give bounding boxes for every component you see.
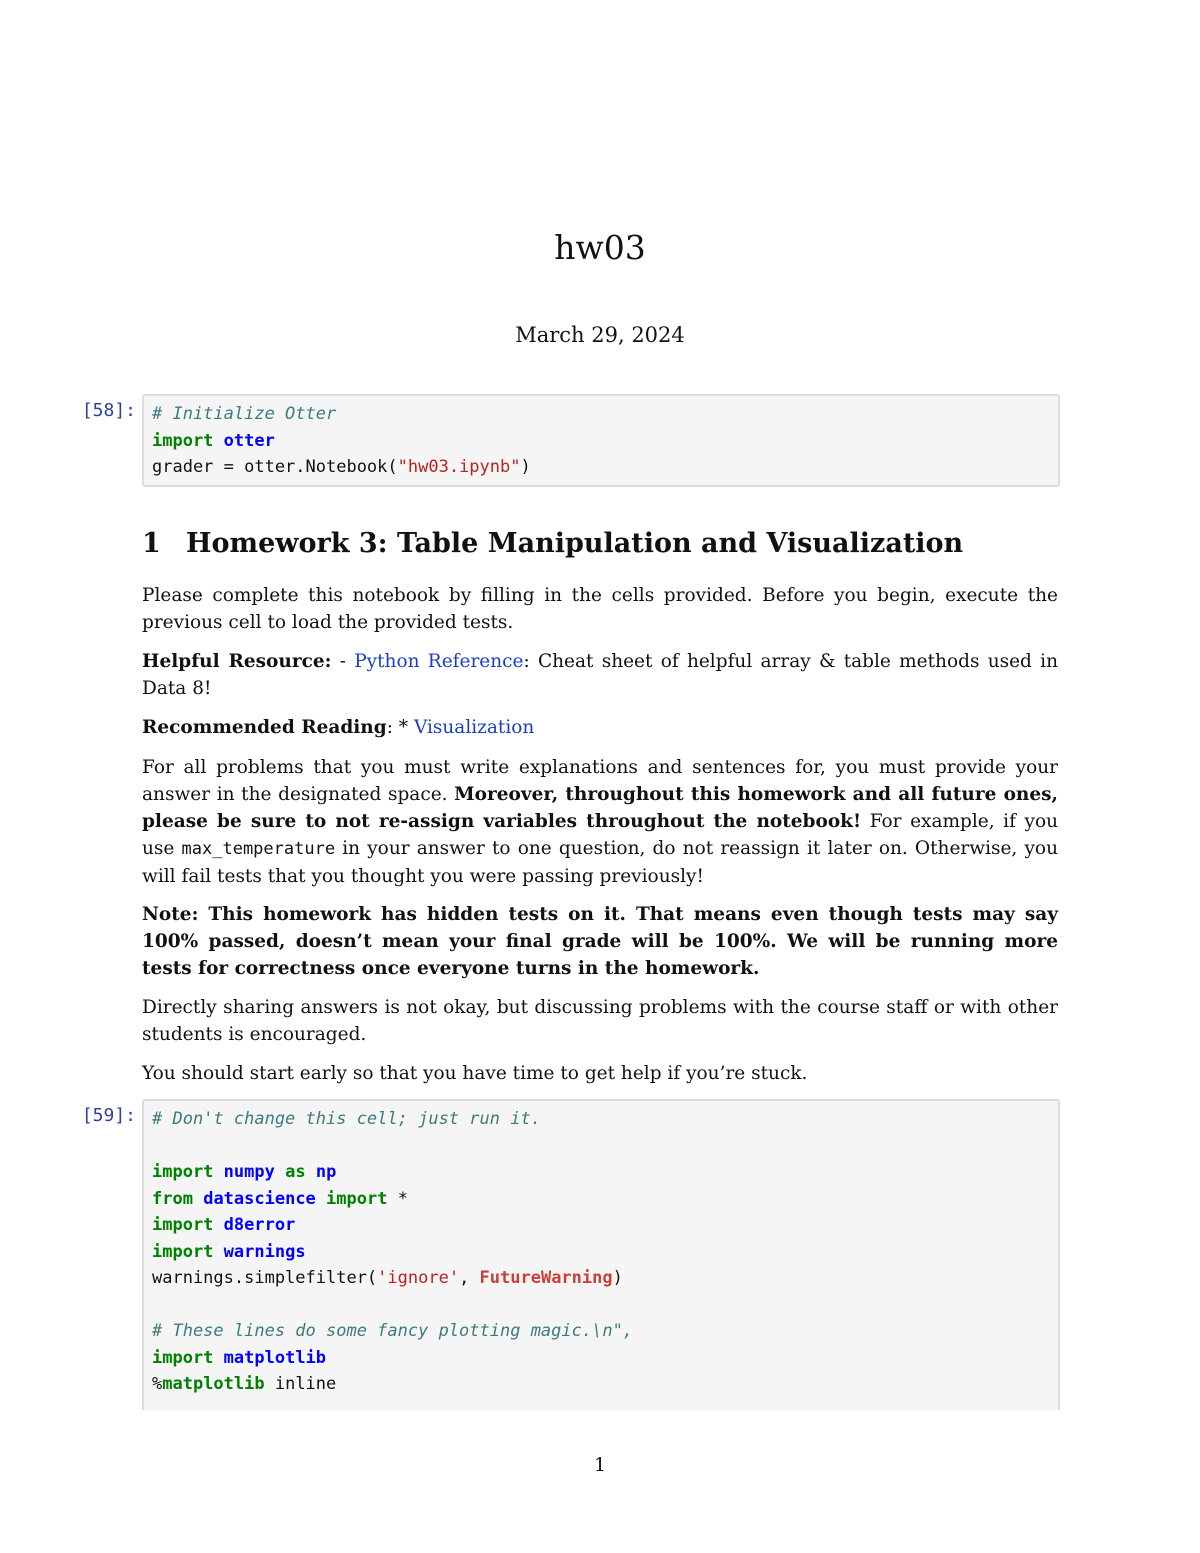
code-token: import	[152, 1241, 214, 1262]
code-token: matplotlib	[223, 1347, 327, 1368]
code-token: *	[387, 1188, 408, 1209]
document-title: hw03	[554, 228, 646, 267]
code-token: # Don't change this cell; just run it.	[152, 1109, 541, 1129]
code-token	[213, 1215, 223, 1235]
code-token: warnings	[223, 1241, 306, 1262]
code-token	[193, 1189, 203, 1209]
code-line	[152, 1292, 1050, 1319]
code-cell-init-otter[interactable]	[142, 394, 1060, 487]
code-line	[152, 1186, 1050, 1213]
code-token	[213, 1242, 223, 1262]
code-token: "hw03.ipynb"	[397, 457, 521, 477]
code-token: %	[152, 1374, 163, 1394]
code-line	[152, 1239, 1050, 1266]
code-token	[213, 1162, 223, 1182]
recommended-mid: : *	[386, 717, 414, 738]
code-token	[213, 431, 223, 451]
code-token: numpy	[223, 1162, 275, 1182]
code-line	[152, 1345, 1050, 1372]
code-token	[316, 1189, 326, 1209]
code-token: from	[152, 1188, 193, 1209]
code-token: import	[152, 1347, 214, 1368]
code-token	[306, 1162, 316, 1182]
document-date: March 29, 2024	[515, 323, 685, 347]
code-token: FutureWarning	[479, 1268, 613, 1288]
code-token: )	[612, 1268, 623, 1288]
recommended-reading-paragraph	[142, 714, 1058, 741]
code-line	[152, 1212, 1050, 1239]
code-cell-imports[interactable]	[142, 1099, 1060, 1410]
code-line	[152, 401, 1050, 428]
visualization-link[interactable]: Visualization	[413, 717, 535, 738]
code-token: otter	[223, 430, 275, 451]
code-line	[152, 1318, 1050, 1345]
code-token: import	[326, 1188, 388, 1209]
recommended-label: Recommended Reading	[142, 717, 387, 738]
code-token	[275, 1162, 285, 1182]
helpful-dash: -	[331, 651, 355, 672]
note-text: This homework has hidden tests on it. That means even though tests may say 100% passed, doesn’t mean your final grade will be 100%. We will be running more tests for correctness once everyone turns in the homework.	[142, 904, 1058, 979]
code-line	[152, 454, 1050, 481]
code-token	[213, 1348, 223, 1368]
code-token: inline	[264, 1374, 337, 1394]
code-line	[152, 1106, 1050, 1133]
code-token: d8error	[223, 1215, 296, 1235]
code-token: as	[285, 1162, 306, 1182]
code-token: import	[152, 1215, 214, 1235]
code-line	[152, 1133, 1050, 1160]
helpful-text: : Cheat sheet of helpful array & table methods used in Data 8!	[142, 651, 1058, 699]
code-token: # Initialize Otter	[152, 404, 337, 424]
code-token: datascience	[203, 1188, 316, 1209]
problems-text-1: For all problems that you must write explanations and sentences for, you must provide your answer in the designated space.	[142, 757, 1058, 805]
python-reference-link[interactable]: Python Reference	[354, 651, 524, 672]
problems-code: max_temperature	[181, 839, 336, 859]
code-line	[152, 1265, 1050, 1292]
section-number: 1	[142, 528, 161, 559]
code-line	[152, 1371, 1050, 1398]
start-early-paragraph: You should start early so that you have time to get help if you’re stuck.	[142, 1063, 808, 1084]
section-heading	[142, 528, 1062, 559]
page-number: 1	[593, 1454, 607, 1476]
code-token: )	[520, 457, 531, 477]
code-token: grader = otter.Notebook(	[152, 457, 398, 477]
code-token: warnings.simplefilter(	[152, 1268, 378, 1288]
intro-paragraph: Please complete this notebook by filling in the cells provided. Before you begin, execute the previous cell to load the provided tests.	[142, 585, 1058, 633]
helpful-resource-paragraph	[142, 648, 1058, 702]
code-token: # These lines do some fancy plotting magic.\n",	[152, 1321, 634, 1341]
code-token: 'ignore'	[377, 1268, 460, 1288]
code-token: np	[315, 1162, 337, 1182]
note-paragraph	[142, 901, 1058, 982]
problems-bold-text: Moreover, throughout this homework and all future ones, please be sure to not re-assign variables throughout the notebook!	[142, 784, 1058, 832]
helpful-label: Helpful Resource:	[142, 651, 332, 672]
code-line	[152, 428, 1050, 455]
problems-text-3: in your answer to one question, do not reassign it later on. Otherwise, you will fail tests that you thought you were passing previously!	[142, 838, 1058, 887]
cell-prompt: [58]:	[81, 400, 136, 421]
code-line	[152, 1159, 1050, 1186]
code-token: import	[152, 1162, 214, 1182]
problems-text-2: For example, if you use	[142, 811, 1059, 859]
code-token: import	[152, 430, 214, 451]
code-token: ,	[459, 1268, 480, 1288]
problems-paragraph	[142, 754, 1058, 890]
sharing-paragraph: Directly sharing answers is not okay, but discussing problems with the course staff or with other students is encouraged.	[142, 997, 1058, 1045]
cell-prompt: [59]:	[81, 1105, 136, 1126]
note-label: Note:	[142, 904, 199, 925]
section-title: Homework 3: Table Manipulation and Visualization	[186, 528, 964, 559]
code-token: matplotlib	[162, 1374, 265, 1394]
